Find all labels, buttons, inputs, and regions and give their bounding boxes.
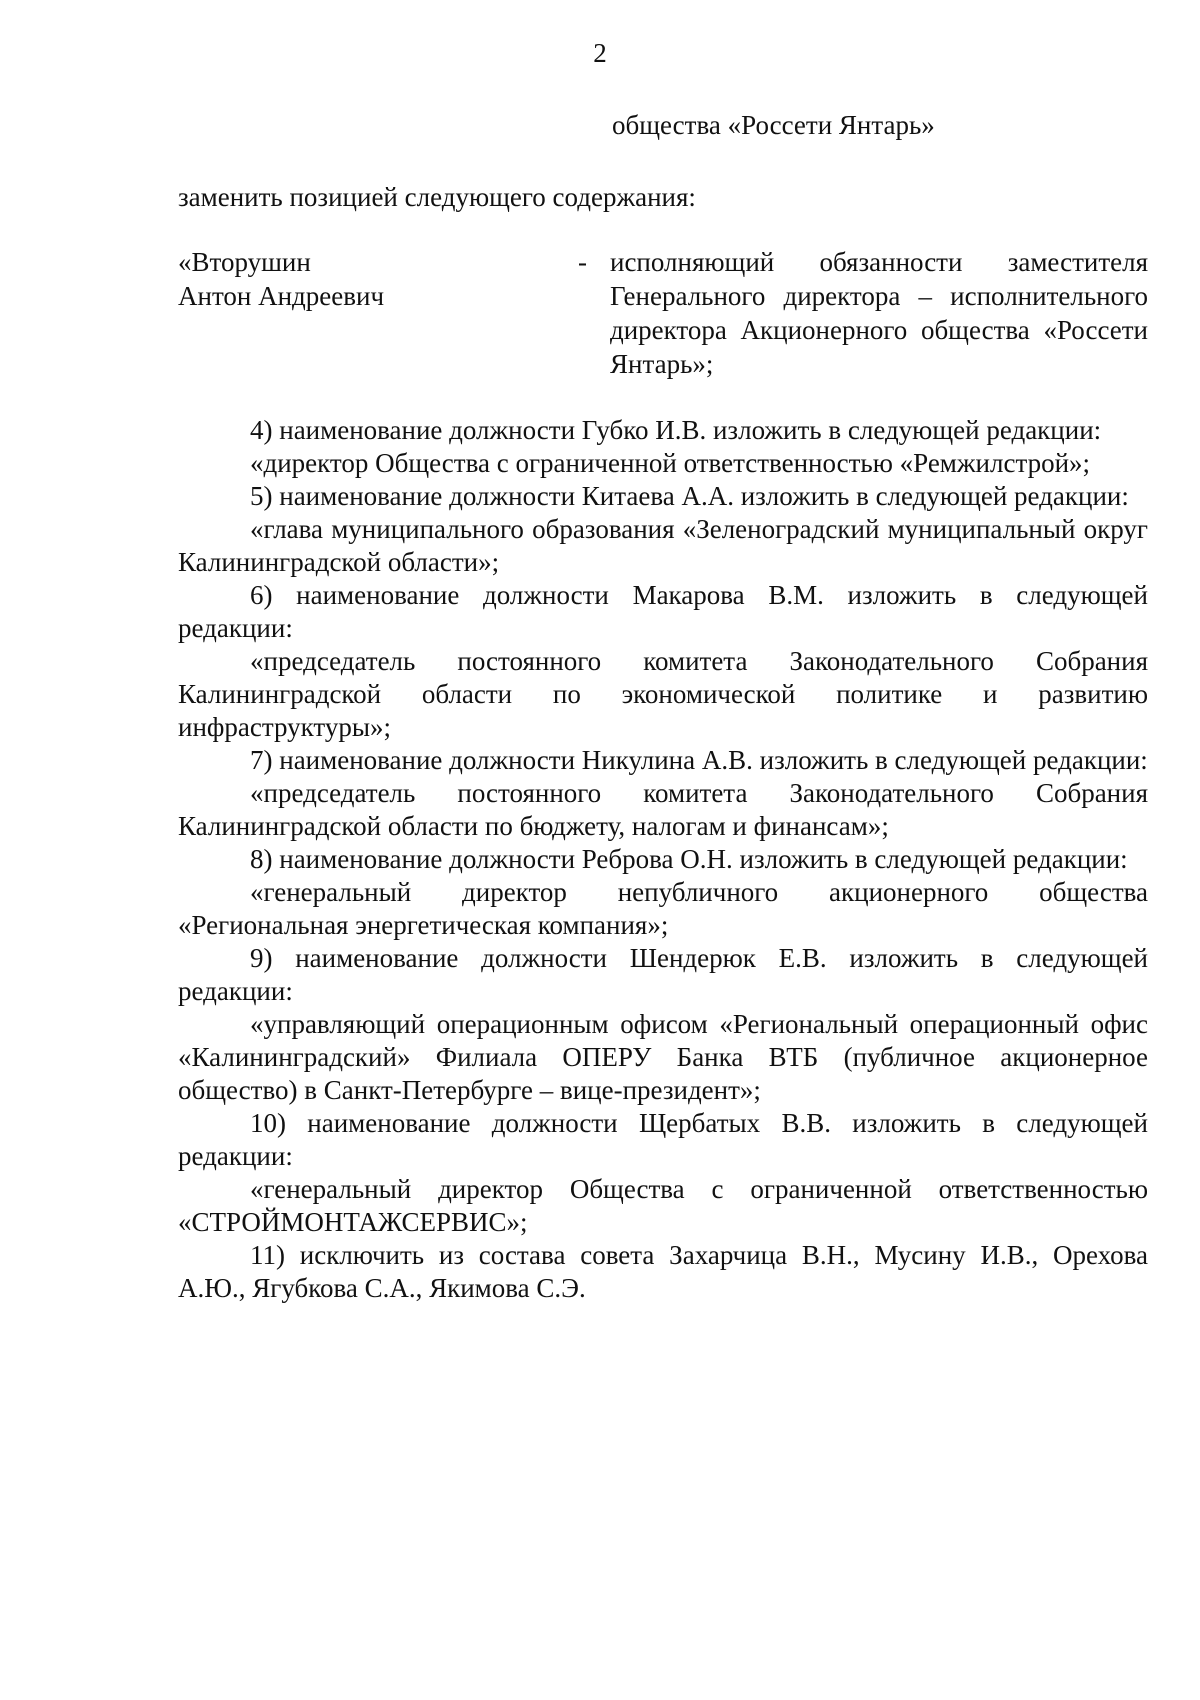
paragraph-item-6: 6) наименование должности Макарова В.М. изложить в следующей редакции: (178, 580, 1148, 643)
paragraph-item-9: 9) наименование должности Шендерюк Е.В. изложить в следующей редакции: (178, 943, 1148, 1006)
paragraph-quote-6: «председатель постоянного комитета Законодательного Собрания Калининградской области по экономической политике и развитию инфраструктуры»; (178, 646, 1148, 742)
person-given-names: Антон Андреевич (178, 281, 385, 311)
header-continuation: общества «Россети Янтарь» (612, 110, 935, 140)
person-name (178, 245, 558, 313)
lead-sentence: заменить позицией следующего содержания: (178, 182, 696, 212)
person-dash: - (578, 247, 587, 277)
paragraph-item-8: 8) наименование должности Реброва О.Н. изложить в следующей редакции: (250, 844, 1128, 874)
paragraph-item-7: 7) наименование должности Никулина А.В. изложить в следующей редакции: (250, 745, 1148, 775)
page-number: 2 (593, 38, 607, 68)
amendments-body (178, 414, 1148, 1305)
paragraph-item-11: 11) исключить из состава совета Захарчица В.Н., Мусину И.В., Орехова А.Ю., Ягубкова С.А., Якимова С.Э. (178, 1240, 1148, 1303)
paragraph-quote-10: «генеральный директор Общества с ограниченной ответственностью «СТРОЙМОНТАЖСЕРВИС»; (178, 1174, 1148, 1237)
paragraph-item-4: 4) наименование должности Губко И.В. изложить в следующей редакции: (250, 415, 1102, 445)
paragraph-quote-8: «генеральный директор непубличного акционерного общества «Региональная энергетическая компания»; (178, 877, 1148, 940)
paragraph-quote-4: «директор Общества с ограниченной ответственностью «Ремжилстрой»; (250, 448, 1091, 478)
person-role: исполняющий обязанности заместителя Генерального директора – исполнительного директора Акционерного общества «Россети Янтарь»; (610, 247, 1148, 379)
paragraph-quote-7: «председатель постоянного комитета Законодательного Собрания Калининградской области по бюджету, налогам и финансам»; (178, 778, 1148, 841)
paragraph-quote-5: «глава муниципального образования «Зеленоградский муниципальный округ Калининградской области»; (178, 514, 1148, 577)
paragraph-item-5: 5) наименование должности Китаева А.А. изложить в следующей редакции: (250, 481, 1129, 511)
paragraph-quote-9: «управляющий операционным офисом «Региональный операционный офис «Калининградский» Филиала ОПЕРУ Банка ВТБ (публичное акционерное общество) в Санкт-Петербурге – вице-президент»; (178, 1009, 1148, 1105)
person-surname: «Вторушин (178, 247, 311, 277)
paragraph-item-10: 10) наименование должности Щербатых В.В. изложить в следующей редакции: (178, 1108, 1148, 1171)
